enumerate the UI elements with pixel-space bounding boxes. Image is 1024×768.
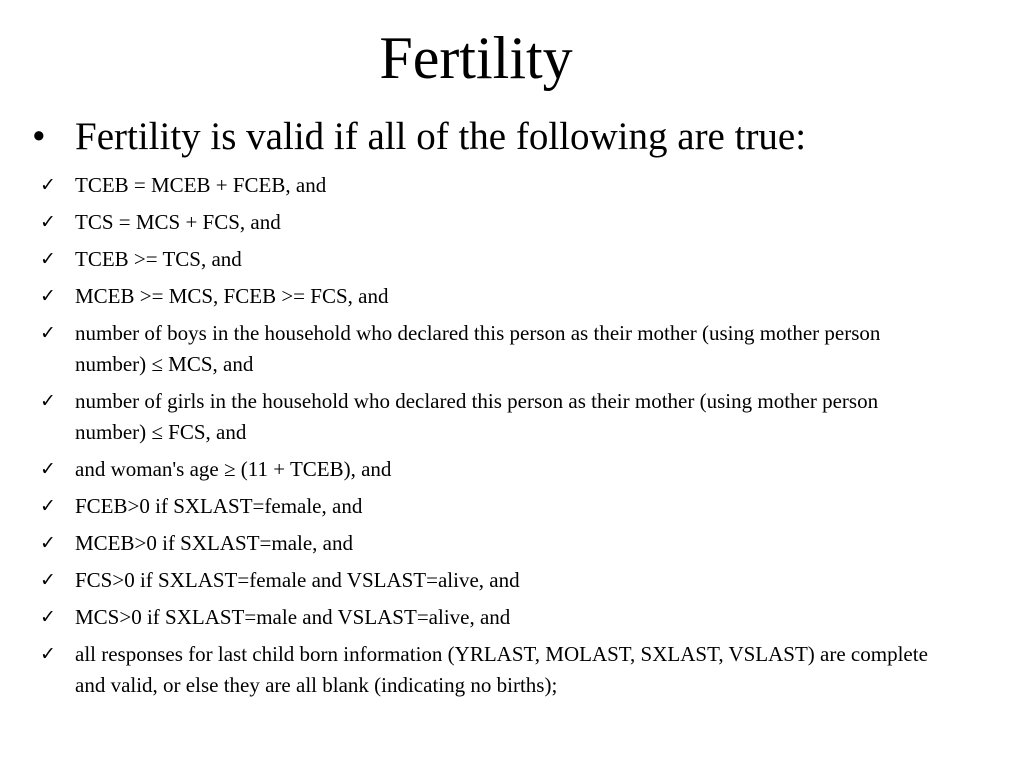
checkmark-icon: ✓ [40,569,56,591]
condition-text: FCS>0 if SXLAST=female and VSLAST=alive, and [75,568,520,592]
condition-text: FCEB>0 if SXLAST=female, and [75,494,363,518]
condition-item [40,639,940,701]
condition-item [40,528,940,559]
checkmark-icon: ✓ [40,458,56,480]
checkmark-icon: ✓ [40,174,56,196]
condition-item [40,244,940,275]
condition-text: MCEB>0 if SXLAST=male, and [75,531,354,555]
condition-item [40,602,940,633]
condition-text: MCEB >= MCS, FCEB >= FCS, and [75,284,389,308]
intro-bullet-item [32,114,992,160]
checkmark-icon: ✓ [40,532,56,554]
checkmark-icon: ✓ [40,248,56,270]
condition-item [40,454,940,485]
condition-item [40,281,940,312]
checkmark-icon: ✓ [40,495,56,517]
checkmark-icon: ✓ [40,211,56,233]
condition-text: TCEB = MCEB + FCEB, and [75,173,327,197]
checkmark-icon: ✓ [40,643,56,665]
condition-text: and woman's age ≥ (11 + TCEB), and [75,457,392,481]
checkmark-icon: ✓ [40,285,56,307]
condition-item [40,318,940,380]
checkmark-icon: ✓ [40,606,56,628]
condition-item [40,491,940,522]
condition-item [40,207,940,238]
slide-title: Fertility [379,25,573,91]
condition-text: all responses for last child born information (YRLAST, MOLAST, SXLAST, VSLAST) are complete and valid, or else they are all blank (indicating no births); [75,642,928,697]
condition-text: number of girls in the household who declared this person as their mother (using mother person number) ≤ FCS, and [75,389,879,444]
conditions-list [40,170,940,707]
condition-text: number of boys in the household who declared this person as their mother (using mother person number) ≤ MCS, and [75,321,881,376]
condition-item [40,565,940,596]
condition-text: MCS>0 if SXLAST=male and VSLAST=alive, and [75,605,511,629]
checkmark-icon: ✓ [40,322,56,344]
bullet-dot-icon: • [32,115,46,158]
intro-text: Fertility is valid if all of the following are true: [75,115,807,158]
condition-item [40,170,940,201]
checkmark-icon: ✓ [40,390,56,412]
condition-text: TCEB >= TCS, and [75,247,242,271]
condition-item [40,386,940,448]
condition-text: TCS = MCS + FCS, and [75,210,281,234]
